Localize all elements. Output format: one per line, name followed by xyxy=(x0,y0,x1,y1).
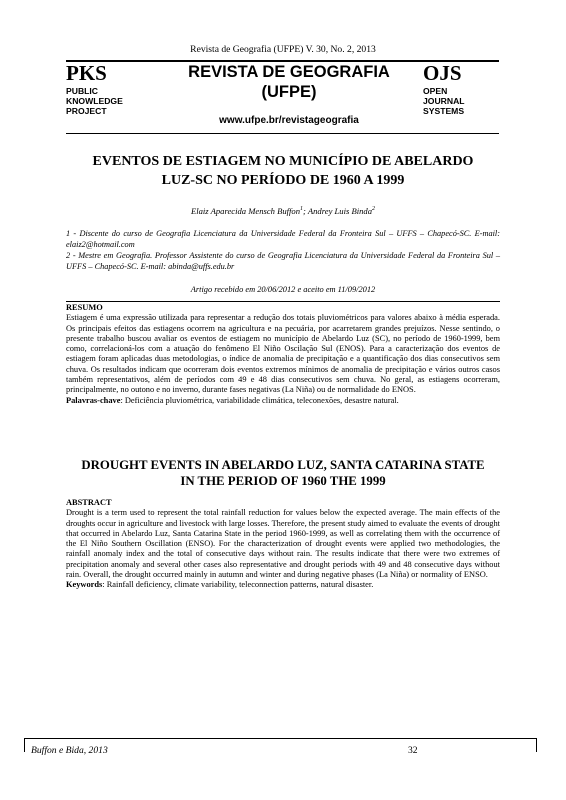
ojs-subtitle xyxy=(423,86,465,117)
page-number: 32 xyxy=(408,745,418,756)
palavras-chave-text: : Deficiência pluviométrica, variabilidade climática, teleconexões, desastre natural. xyxy=(120,395,399,405)
author-name: Elaiz Aparecida Mensch Buffon xyxy=(190,206,301,216)
journal-title-line: REVISTA DE GEOGRAFIA xyxy=(188,63,390,81)
article-title-pt-line: LUZ-SC NO PERÍODO DE 1960 A 1999 xyxy=(161,173,405,188)
article-title-pt xyxy=(66,152,500,190)
article-title-en xyxy=(66,458,500,489)
section-divider xyxy=(66,301,500,302)
pks-sub-line: KNOWLEDGE xyxy=(66,96,123,107)
palavras-chave xyxy=(66,396,500,406)
abstract-section xyxy=(66,498,500,591)
ojs-sub-line: SYSTEMS xyxy=(423,106,465,117)
pks-subtitle xyxy=(66,86,123,117)
pks-sub-line: PROJECT xyxy=(66,106,107,117)
author-superscript: 2 xyxy=(372,206,376,213)
abstract-text: Drought is a term used to represent the total rainfall reduction for values below the expected average. The main effects of the droughts occur in agriculture and livestock with large losses. Therefore, the present study aimed to evaluate the events of drought that occurred in Abelardo Luz, Santa Catarina State in the period 1960-1999, as well as correlating them with the occurrence of the El Niño Southern Oscillation (ENSO). For the characterization of drought events were applied two methodologies, the rainfall anomaly index and the total of consecutive days without rain. The results indicate that there were two extremes of precipitation anomaly and several other cases also representative and drought periods with 49 and 48 consecutive days without rain. Overall, the drought occurred mainly in autumn and winter and during negative phases (La Niña) or normality of ENSO. xyxy=(66,508,500,580)
journal-citation: Revista de Geografia (UFPE) V. 30, No. 2, 2013 xyxy=(190,44,376,55)
footer-rule xyxy=(24,738,536,739)
affiliation-1: 1 - Discente do curso de Geografia Licenciatura da Universidade Federal da Fronteira Sul – UFFS – Chapecó-SC. E-mail: elaiz2@hotmail.com xyxy=(66,229,500,249)
footer-left-tick xyxy=(24,738,25,752)
journal-title-line: (UFPE) xyxy=(261,83,317,101)
resumo-heading: RESUMO xyxy=(66,303,103,312)
affiliation-2: 2 - Mestre em Geografia. Professor Assistente do curso de Geografia Licenciatura da Universidade Federal da Fronteira Sul – UFFS – Chapecó-SC. E-mail: abinda@uffs.edu.br xyxy=(66,251,500,271)
journal-title xyxy=(170,62,408,102)
keywords-text: : Rainfall deficiency, climate variability, teleconnection patterns, natural disaster. xyxy=(102,580,374,590)
author-name: ; Andrey Luis Binda xyxy=(303,206,373,216)
abstract-heading: ABSTRACT xyxy=(66,498,112,507)
article-title-pt-line: EVENTOS DE ESTIAGEM NO MUNICÍPIO DE ABELARDO xyxy=(92,154,474,169)
footer-right-tick xyxy=(536,738,537,752)
resumo-section xyxy=(66,303,500,406)
pks-sub-line: PUBLIC xyxy=(66,86,98,96)
journal-url[interactable]: www.ufpe.br/revistageografia xyxy=(219,115,359,126)
ojs-logo: OJS xyxy=(423,61,462,85)
authors xyxy=(66,206,500,216)
author-superscript: 1 xyxy=(300,206,304,213)
received-date: Artigo recebido em 20/06/2012 e aceito em 11/09/2012 xyxy=(190,285,376,294)
masthead-bottom-rule xyxy=(66,133,499,134)
ojs-sub-line: JOURNAL xyxy=(423,96,465,107)
article-title-en-line: IN THE PERIOD OF 1960 THE 1999 xyxy=(180,473,386,488)
keywords-label: Keywords xyxy=(66,580,103,590)
keywords xyxy=(66,580,500,590)
resumo-text: Estiagem é uma expressão utilizada para representar a redução dos totais pluviométricos para valores abaixo à média esperada. Os principais efeitos das estiagens ocorrem na agricultura e na pecuária, por acarretarem grandes prejuízos. Nesse sentindo, o presente trabalho buscou avaliar os eventos de estiagem no município de Abelardo Luz (SC), no período de 1960-1999, bem como, correlacioná-los com a atuação do fenômeno El Niño Oscilação Sul (ENOS). Para a caracterização dos eventos de estiagem foram aplicadas duas metodologias, o índice de anomalia de precipitação e a quantificação dos dias consecutivos sem chuva. Os resultados indicam que ocorreram dois eventos extremos mínimos de anomalia de precipitação e vários outros casos também representativos, além de períodos com 49 e 48 dias consecutivos sem chuva. No geral, as estiagens ocorreram, principalmente, no outono e no inverno, durante fases negativas (La Niña) ou de normalidade do ENOS. xyxy=(66,313,500,395)
pks-logo: PKS xyxy=(66,61,107,85)
ojs-sub-line: OPEN xyxy=(423,86,448,96)
article-title-en-line: DROUGHT EVENTS IN ABELARDO LUZ, SANTA CATARINA STATE xyxy=(81,458,485,472)
palavras-chave-label: Palavras-chave xyxy=(66,395,121,405)
footer-authors: Buffon e Bida, 2013 xyxy=(31,745,108,756)
